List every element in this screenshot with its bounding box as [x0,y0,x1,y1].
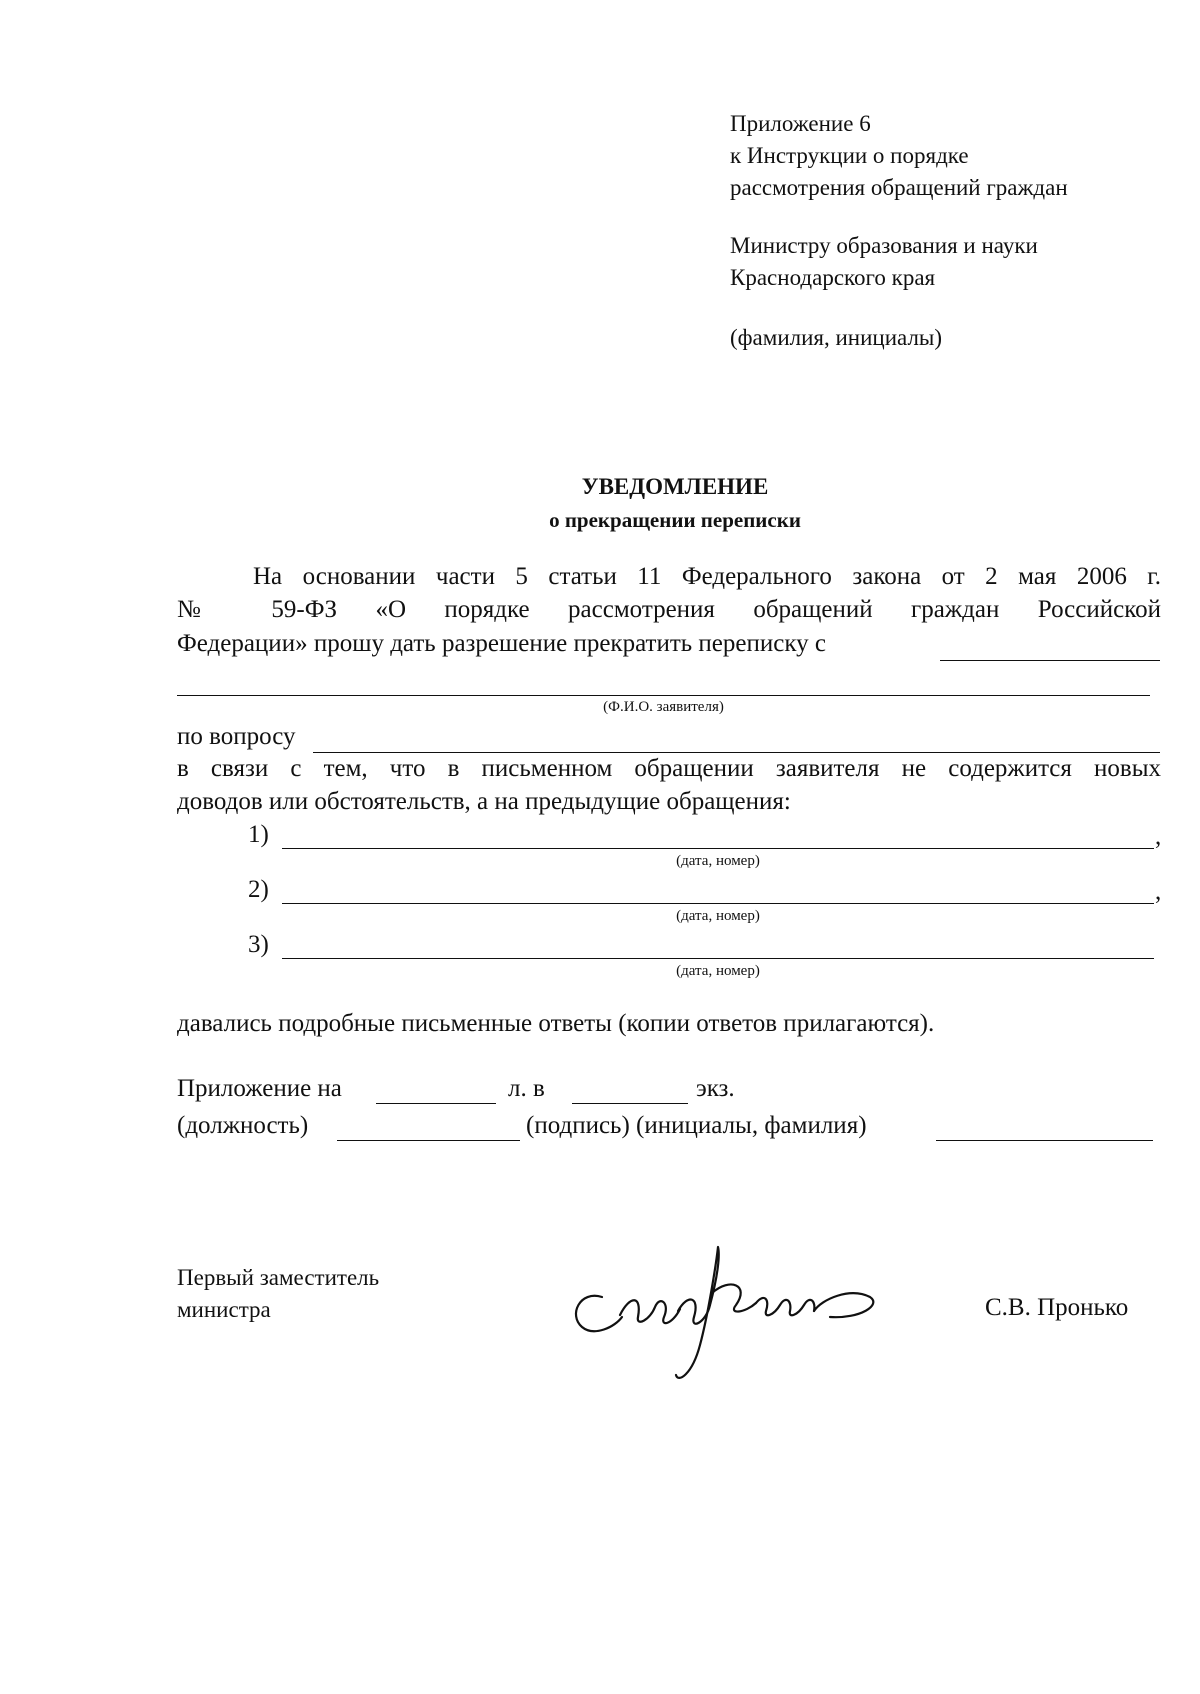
applicant-caption: (Ф.И.О. заявителя) [603,699,724,715]
reason-line-2: доводов или обстоятельств, а на предыдущие обращения: [177,788,791,815]
answers-line: давались подробные письменные ответы (копии ответов прилагаются). [177,1010,935,1037]
signer-name: С.В. Пронько [985,1294,1129,1321]
paragraph-line-2: № 59-ФЗ «О порядке рассмотрения обращений граждан Российской [177,596,1161,623]
item-number-1: 1) [248,821,269,848]
paragraph-line-1: На основании части 5 статьи 11 Федерального закона от 2 мая 2006 г. [253,563,1161,590]
item-fill-line-3 [282,958,1154,959]
attachment-prefix: Приложение на [177,1075,342,1102]
item-fill-line-1 [282,848,1154,849]
handwritten-signature [560,1235,920,1390]
applicant-fill-line-1 [940,660,1160,661]
item-number-3: 3) [248,931,269,958]
item-caption-3: (дата, номер) [676,963,760,979]
signer-title-line-2: министра [177,1297,271,1322]
name-fill-line [936,1140,1153,1141]
position-label: (должность) [177,1112,309,1139]
attachment-mid: л. в [508,1075,545,1102]
document-title: УВЕДОМЛЕНИЕ [581,474,769,499]
signer-title-line-1: Первый заместитель [177,1265,380,1290]
applicant-fill-line-2 [177,695,1150,696]
attachment-pages-line [376,1103,496,1104]
item-trail-1: , [1155,823,1162,850]
signature-label: (подпись) (инициалы, фамилия) [526,1112,867,1139]
appendix-line-3: рассмотрения обращений граждан [730,175,1068,200]
document-subtitle: о прекращении переписки [549,508,801,532]
item-trail-2: , [1155,878,1162,905]
addressee-line-2: Краснодарского края [730,265,936,290]
attachment-copies-line [572,1103,688,1104]
item-caption-1: (дата, номер) [676,853,760,869]
question-fill-line [313,752,1160,753]
addressee-line-1: Министру образования и науки [730,233,1038,258]
attachment-suffix: экз. [696,1075,735,1102]
paragraph-line-3: Федерации» прошу дать разрешение прекратить переписку с [177,630,826,657]
item-fill-line-2 [282,903,1154,904]
item-caption-2: (дата, номер) [676,908,760,924]
reason-line-1: в связи с тем, что в письменном обращении заявителя не содержится новых [177,755,1161,782]
question-label: по вопросу [177,723,296,750]
appendix-line-2: к Инструкции о порядке [730,143,969,168]
addressee-name-placeholder: (фамилия, инициалы) [730,325,943,350]
appendix-line-1: Приложение 6 [730,111,871,136]
item-number-2: 2) [248,876,269,903]
position-fill-line [337,1140,520,1141]
